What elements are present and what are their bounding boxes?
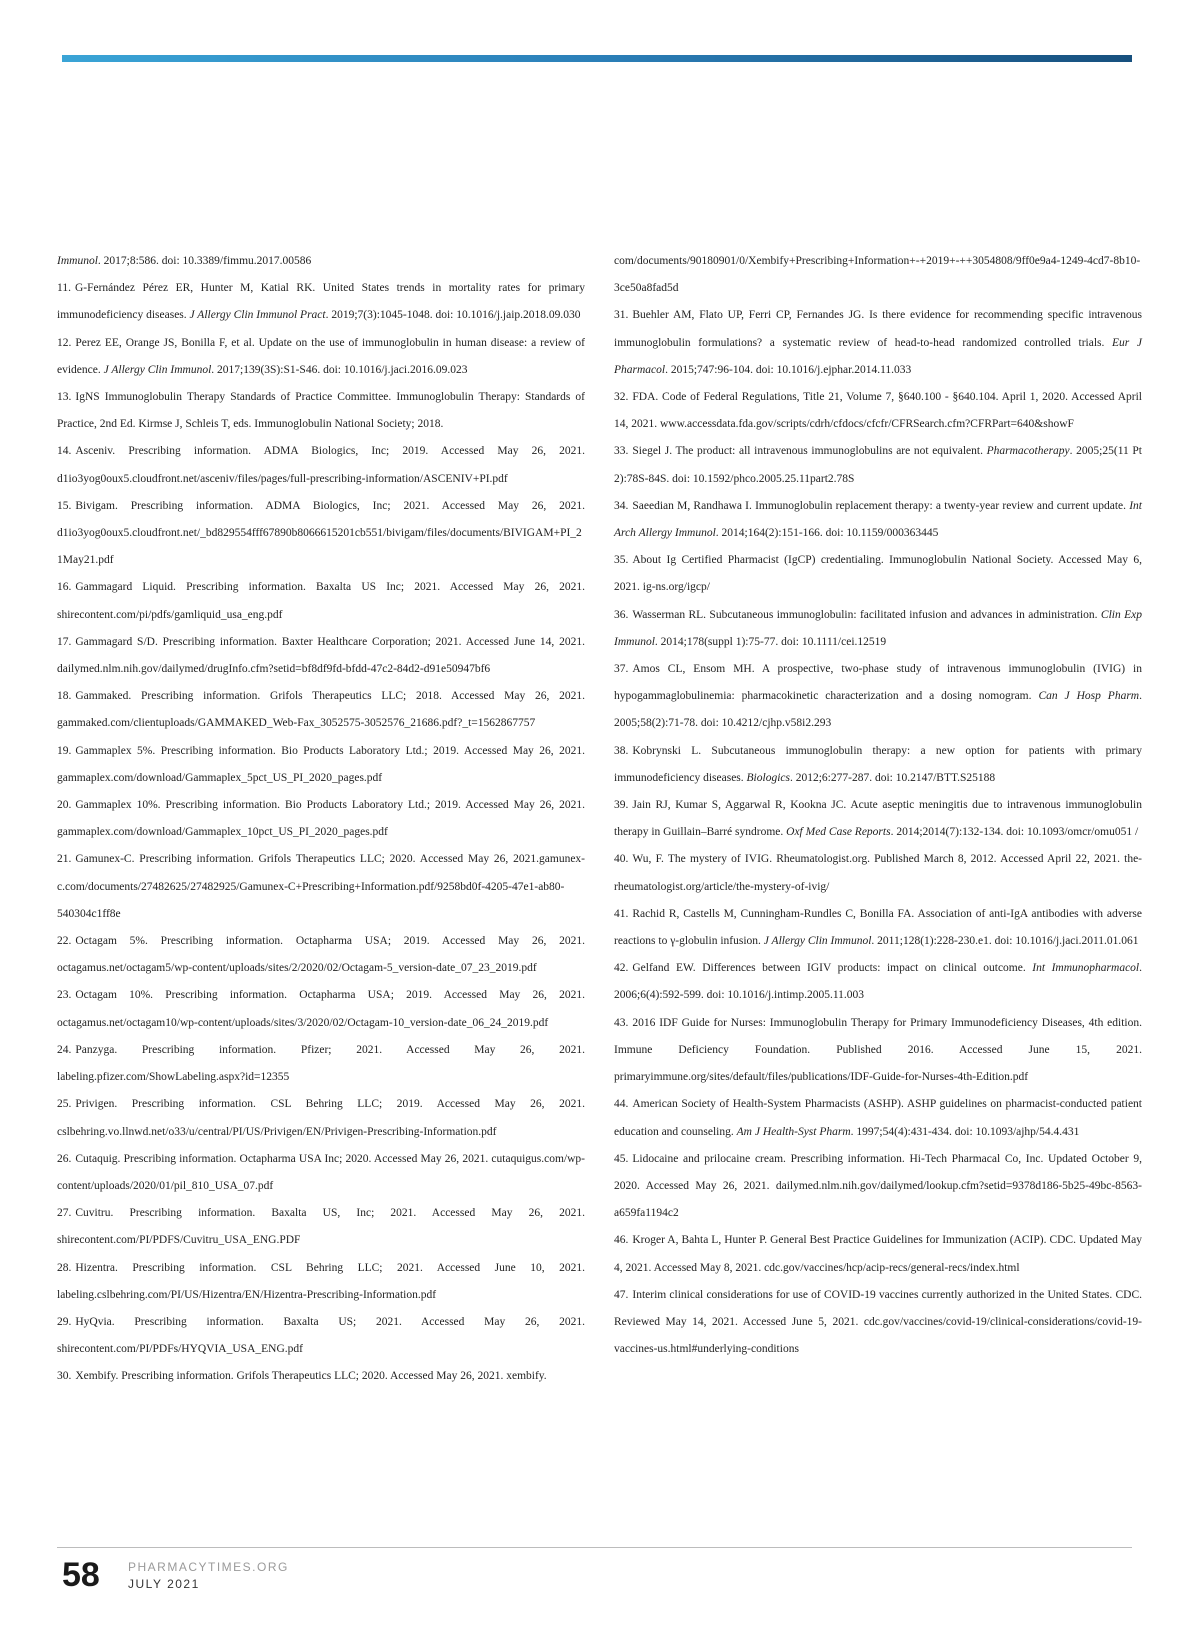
reference-number: 14.	[57, 445, 72, 458]
reference-number: 35.	[614, 554, 629, 567]
reference-journal: J Allergy Clin Immunol	[763, 935, 872, 948]
reference-text: Buehler AM, Flato UP, Ferri CP, Fernandes JG. Is there evidence for recommending specific intravenous immunoglobulin formulations? a systematic review of head-to-head randomized controlled trials.	[614, 309, 1142, 349]
reference-journal: J Allergy Clin Immunol Pract	[189, 309, 326, 322]
reference-text: . 2006;6(4):592-599. doi: 10.1016/j.intimp.2005.11.003	[614, 962, 1142, 1002]
reference-number: 13.	[57, 391, 72, 404]
reference-text: Gammaked. Prescribing information. Grifols Therapeutics LLC; 2018. Accessed May 26, 2021. gammaked.com/clientuploads/GAMMAKED_Web-Fax_3052575-3052576_21686.pdf?_t=1562867757	[57, 690, 585, 730]
reference-item	[614, 547, 1142, 601]
reference-item	[57, 982, 585, 1036]
reference-text: Panzyga. Prescribing information. Pfizer; 2021. Accessed May 26, 2021. labeling.pfizer.com/ShowLabeling.aspx?id=12355	[57, 1043, 585, 1084]
reference-journal: Clin Exp Immunol	[614, 608, 1142, 648]
reference-journal: Am J Health-Syst Pharm	[736, 1125, 851, 1138]
reference-item	[57, 629, 585, 683]
reference-text: . 2005;58(2):71-78. doi: 10.4212/cjhp.v58i2.293	[614, 690, 1142, 730]
reference-item	[614, 955, 1142, 1009]
reference-number: 18.	[57, 690, 72, 703]
reference-item	[614, 1282, 1142, 1364]
reference-item	[57, 846, 585, 928]
reference-number: 24.	[57, 1043, 72, 1056]
reference-text: Cuvitru. Prescribing information. Baxalta US, Inc; 2021. Accessed May 26, 2021. shirecontent.com/PI/PDFS/Cuvitru_USA_ENG.PDF	[57, 1207, 585, 1247]
reference-text: HyQvia. Prescribing information. Baxalta US; 2021. Accessed May 26, 2021. shirecontent.com/PI/PDFs/HYQVIA_USA_ENG.pdf	[57, 1315, 585, 1356]
reference-journal: Can J Hosp Pharm	[1038, 690, 1140, 703]
reference-text: Jain RJ, Kumar S, Aggarwal R, Kookna JC. Acute aseptic meningitis due to intravenous immunoglobulin therapy in Guillain–Barré syndrome.	[614, 799, 1142, 839]
reference-item	[57, 683, 585, 737]
reference-text: . 2017;139(3S):S1-S46. doi: 10.1016/j.jaci.2016.09.023	[211, 363, 468, 376]
reference-item	[614, 846, 1142, 900]
reference-text: . 2014;2014(7):132-134. doi: 10.1093/omcr/omu051 /	[890, 826, 1139, 839]
reference-number: 37.	[614, 663, 629, 676]
reference-item	[614, 792, 1142, 846]
reference-item	[57, 1146, 585, 1200]
reference-item	[57, 330, 585, 384]
reference-text: Asceniv. Prescribing information. ADMA Biologics, Inc; 2019. Accessed May 26, 2021. d1io3yog0oux5.cloudfront.net/asceniv/files/pages/full-prescribing-information/ASCENIV+PI.pdf	[57, 445, 585, 485]
reference-item	[57, 248, 585, 275]
reference-text: Xembify. Prescribing information. Grifols Therapeutics LLC; 2020. Accessed May 26, 2021. xembify.	[75, 1370, 547, 1383]
reference-item	[614, 656, 1142, 738]
reference-number: 23.	[57, 989, 72, 1002]
reference-text: About Ig Certified Pharmacist (IgCP) credentialing. Immunoglobulin National Society. Accessed May 6, 2021. ig-ns.org/igcp/	[614, 554, 1142, 594]
reference-item	[57, 792, 585, 846]
reference-number: 31.	[614, 309, 629, 322]
reference-number: 40.	[614, 853, 629, 866]
reference-text: Amos CL, Ensom MH. A prospective, two-phase study of intravenous immunoglobulin (IVIG) in hypogammaglobulinemia: pharmacokinetic characterization and a dosing nomogram.	[614, 663, 1142, 703]
reference-number: 43.	[614, 1016, 629, 1029]
reference-text: Kroger A, Bahta L, Hunter P. General Best Practice Guidelines for Immunization (ACIP). CDC. Updated May 4, 2021. Accessed May 8, 2021. cdc.gov/vaccines/hcp/acip-recs/general-recs/index.html	[614, 1234, 1142, 1274]
reference-item	[57, 928, 585, 982]
reference-item	[614, 1146, 1142, 1228]
footer-divider	[57, 1547, 1132, 1548]
reference-text: FDA. Code of Federal Regulations, Title 21, Volume 7, §640.100 - §640.104. April 1, 2020. Accessed April 14, 2021. www.accessdata.fda.gov/scripts/cdrh/cfdocs/cfcfr/CFRSearch.cfm?CFRPart=640&showF	[614, 391, 1142, 431]
reference-number: 32.	[614, 391, 629, 404]
reference-text: Octagam 10%. Prescribing information. Octapharma USA; 2019. Accessed May 26, 2021. octagamus.net/octagam10/wp-content/uploads/sites/3/2020/02/Octagam-10_version-date_06_24_2019.pdf	[57, 989, 585, 1029]
reference-number: 16.	[57, 581, 72, 594]
reference-item	[57, 1363, 585, 1390]
reference-text: . 2019;7(3):1045-1048. doi: 10.1016/j.jaip.2018.09.030	[325, 309, 581, 322]
reference-number: 47.	[614, 1288, 629, 1301]
reference-text: Gammaplex 10%. Prescribing information. Bio Products Laboratory Ltd.; 2019. Accessed May 26, 2021. gammaplex.com/download/Gammaplex_10pct_US_PI_2020_pages.pdf	[57, 799, 585, 839]
reference-item	[614, 438, 1142, 492]
reference-item	[614, 248, 1142, 302]
reference-item	[614, 738, 1142, 792]
reference-text: Cutaquig. Prescribing information. Octapharma USA Inc; 2020. Accessed May 26, 2021. cutaquigus.com/wp-content/uploads/2020/01/pil_810_USA_07.pdf	[57, 1152, 585, 1192]
reference-text: Wu, F. The mystery of IVIG. Rheumatologist.org. Published March 8, 2012. Accessed April 22, 2021. the-rheumatologist.org/article/the-mystery-of-ivig/	[614, 853, 1142, 893]
reference-text: Gammagard S/D. Prescribing information. Baxter Healthcare Corporation; 2021. Accessed June 14, 2021. dailymed.nlm.nih.gov/dailymed/drugInfo.cfm?setid=bf8df9fd-bfdd-47c2-84d2-d91e50947bf6	[57, 635, 585, 676]
reference-text: . 2014;178(suppl 1):75-77. doi: 10.1111/cei.12519	[654, 635, 887, 648]
reference-number: 36.	[614, 608, 629, 621]
reference-text: Lidocaine and prilocaine cream. Prescribing information. Hi-Tech Pharmacal Co, Inc. Updated October 9, 2020. Accessed May 26, 2021. dailymed.nlm.nih.gov/dailymed/lookup.cfm?setid=9378d186-5b25-49bc-8563-a659fa1194c2	[614, 1152, 1142, 1220]
reference-item	[57, 384, 585, 438]
reference-number: 46.	[614, 1234, 629, 1247]
reference-item	[57, 1037, 585, 1091]
reference-journal: J Allergy Clin Immunol	[103, 363, 212, 376]
reference-item	[57, 493, 585, 575]
reference-number: 28.	[57, 1261, 72, 1274]
reference-item	[614, 602, 1142, 656]
header-accent-bar	[62, 55, 1132, 62]
reference-number: 33.	[614, 445, 629, 458]
reference-number: 45.	[614, 1152, 629, 1165]
reference-text: Octagam 5%. Prescribing information. Octapharma USA; 2019. Accessed May 26, 2021. octagamus.net/octagam5/wp-content/uploads/sites/2/2020/02/Octagam-5_version-date_07_23_2019.pdf	[57, 935, 585, 975]
reference-text: Gammagard Liquid. Prescribing information. Baxalta US Inc; 2021. Accessed May 26, 2021. shirecontent.com/pi/pdfs/gamliquid_usa_eng.pdf	[57, 581, 585, 621]
reference-number: 22.	[57, 935, 72, 948]
reference-text: Kobrynski L. Subcutaneous immunoglobulin therapy: a new option for patients with primary immunodeficiency diseases.	[614, 744, 1142, 784]
reference-text: G-Fernández Pérez ER, Hunter M, Katial RK. United States trends in mortality rates for primary immunodeficiency diseases.	[57, 282, 585, 322]
page-number: 58	[62, 1556, 100, 1594]
references-left-column	[57, 248, 585, 1391]
reference-text: Gamunex-C. Prescribing information. Grifols Therapeutics LLC; 2020. Accessed May 26, 2021.gamunex-c.com/documents/27482625/27482925/Gamunex-C+Prescribing+Information.pdf/9258bd0f-4205-47e1-ab80-540304c1ff8e	[57, 853, 585, 920]
reference-text: Rachid R, Castells M, Cunningham-Rundles C, Bonilla FA. Association of anti-IgA antibodies with adverse reactions to γ-globulin infusion.	[614, 907, 1142, 948]
reference-text: Bivigam. Prescribing information. ADMA Biologics, Inc; 2021. Accessed May 26, 2021. d1io3yog0oux5.cloudfront.net/_bd829554fff67890b8066615201cb551/bivigam/files/documents/BIVIGAM+PI_21May21.pdf	[57, 499, 585, 567]
reference-item	[614, 1091, 1142, 1145]
reference-number: 44.	[614, 1098, 629, 1111]
reference-item	[614, 493, 1142, 547]
reference-text: 2016 IDF Guide for Nurses: Immunoglobulin Therapy for Primary Immunodeficiency Diseases, 4th edition. Immune Deficiency Foundation. Published 2016. Accessed June 15, 2021. primaryimmune.org/sites/default/files/publications/IDF-Guide-for-Nurses-4th-Edition.pdf	[614, 1016, 1142, 1084]
reference-text: com/documents/90180901/0/Xembify+Prescribing+Information+-+2019+-++3054808/9ff0e9a4-1249-4cd7-8b10-3ce50a8fad5d	[614, 255, 1141, 295]
reference-item	[614, 302, 1142, 384]
reference-text: Hizentra. Prescribing information. CSL Behring LLC; 2021. Accessed June 10, 2021. labeling.cslbehring.com/PI/US/Hizentra/EN/Hizentra-Prescribing-Information.pdf	[57, 1261, 585, 1301]
reference-journal: Immunol	[57, 255, 98, 267]
reference-text: . 2017;8:586. doi: 10.3389/fimmu.2017.00586	[97, 255, 312, 267]
reference-number: 42.	[614, 962, 629, 975]
reference-text: . 2005;25(11 Pt 2):78S-84S. doi: 10.1592/phco.2005.25.11part2.78S	[614, 445, 1142, 485]
reference-text: . 2014;164(2):151-166. doi: 10.1159/000363445	[715, 527, 939, 540]
reference-text: . 1997;54(4):431-434. doi: 10.1093/ajhp/54.4.431	[850, 1125, 1080, 1138]
reference-number: 17.	[57, 635, 72, 648]
reference-number: 26.	[57, 1152, 72, 1165]
reference-journal: Eur J Pharmacol	[614, 336, 1143, 376]
reference-item	[57, 1309, 585, 1363]
references-right-column	[614, 248, 1142, 1391]
reference-item	[57, 738, 585, 792]
reference-text: Privigen. Prescribing information. CSL Behring LLC; 2019. Accessed May 26, 2021. cslbehring.vo.llnwd.net/o33/u/central/PI/US/Privigen/EN/Privigen-Prescribing-Information.pdf	[57, 1098, 585, 1138]
reference-text: . 2015;747:96-104. doi: 10.1016/j.ejphar.2014.11.033	[665, 363, 912, 376]
reference-number: 21.	[57, 853, 72, 866]
reference-text: IgNS Immunoglobulin Therapy Standards of Practice Committee. Immunoglobulin Therapy: Standards of Practice, 2nd Ed. Kirmse J, Schleis T, eds. Immunoglobulin National Society; 2018.	[57, 391, 585, 431]
reference-number: 27.	[57, 1207, 72, 1220]
reference-text: . 2011;128(1):228-230.e1. doi: 10.1016/j.jaci.2011.01.061	[871, 935, 1139, 948]
reference-journal: Oxf Med Case Reports	[786, 826, 891, 839]
reference-number: 41.	[614, 907, 629, 920]
reference-number: 34.	[614, 499, 629, 512]
reference-number: 20.	[57, 799, 72, 812]
reference-item	[614, 901, 1142, 955]
reference-number: 11.	[57, 282, 71, 295]
reference-item	[57, 1091, 585, 1145]
issue-date: JULY 2021	[128, 1577, 200, 1591]
reference-number: 25.	[57, 1098, 72, 1111]
reference-number: 29.	[57, 1315, 72, 1328]
reference-text: Siegel J. The product: all intravenous immunoglobulins are not equivalent.	[632, 445, 987, 458]
reference-text: American Society of Health-System Pharmacists (ASHP). ASHP guidelines on pharmacist-conducted patient education and counseling.	[614, 1098, 1142, 1138]
reference-number: 38.	[614, 744, 629, 757]
reference-list	[57, 248, 1142, 1391]
reference-text: Saeedian M, Randhawa I. Immunoglobulin replacement therapy: a twenty-year review and current update.	[632, 499, 1130, 512]
reference-text: Perez EE, Orange JS, Bonilla F, et al. Update on the use of immunoglobulin in human disease: a review of evidence.	[57, 336, 585, 376]
reference-journal: Int Immunopharmacol	[1032, 962, 1140, 975]
reference-item	[57, 275, 585, 329]
reference-number: 15.	[57, 499, 72, 512]
reference-item	[614, 384, 1142, 438]
reference-number: 39.	[614, 799, 629, 812]
reference-item	[57, 1255, 585, 1309]
publication-name: PHARMACYTIMES.ORG	[128, 1560, 289, 1574]
reference-item	[614, 1227, 1142, 1281]
reference-item	[57, 1200, 585, 1254]
reference-item	[57, 438, 585, 492]
reference-text: Wasserman RL. Subcutaneous immunoglobulin: facilitated infusion and advances in administration.	[632, 608, 1101, 621]
reference-journal: Pharmacotherapy	[986, 445, 1070, 458]
reference-number: 12.	[57, 336, 72, 349]
reference-journal: Int Arch Allergy Immunol	[614, 499, 1142, 540]
reference-text: Interim clinical considerations for use of COVID-19 vaccines currently authorized in the United States. CDC. Reviewed May 14, 2021. Accessed June 5, 2021. cdc.gov/vaccines/covid-19/clinical-considerations/covid-19-vaccines-us.html#underlying-conditions	[614, 1288, 1142, 1356]
reference-text: Gammaplex 5%. Prescribing information. Bio Products Laboratory Ltd.; 2019. Accessed May 26, 2021. gammaplex.com/download/Gammaplex_5pct_US_PI_2020_pages.pdf	[57, 744, 585, 784]
reference-journal: Biologics	[746, 771, 790, 784]
reference-item	[614, 1010, 1142, 1092]
reference-item	[57, 574, 585, 628]
reference-text: . 2012;6:277-287. doi: 10.2147/BTT.S25188	[789, 771, 996, 784]
reference-number: 30.	[57, 1370, 72, 1383]
reference-number: 19.	[57, 744, 72, 757]
reference-text: Gelfand EW. Differences between IGIV products: impact on clinical outcome.	[632, 962, 1033, 975]
